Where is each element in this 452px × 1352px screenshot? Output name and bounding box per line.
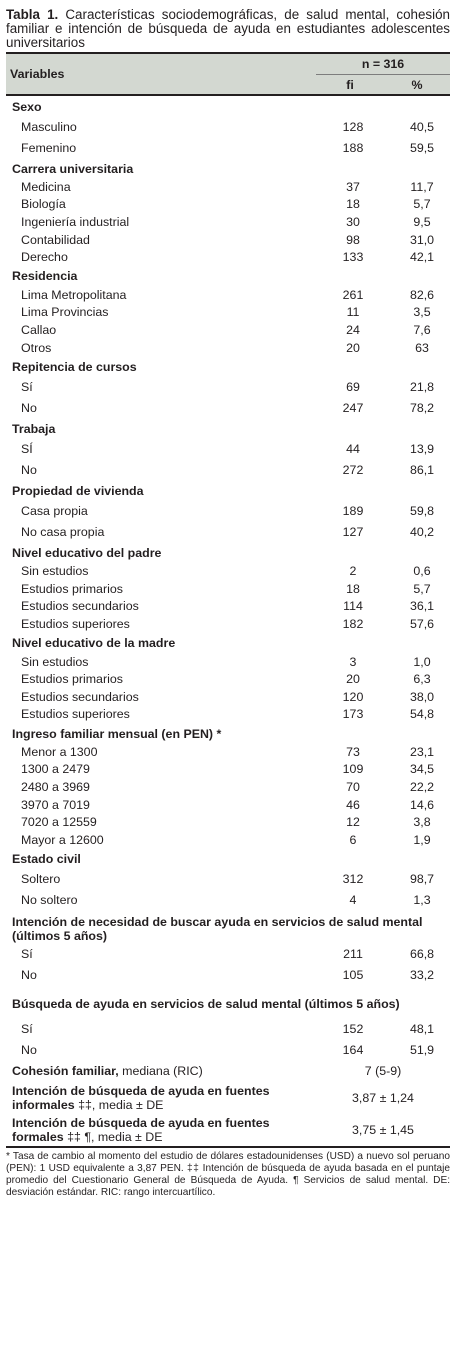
row-pct: 14,6 — [409, 797, 435, 812]
table-row — [6, 231, 450, 249]
summary-label-bold: Intención de búsqueda de ayuda en fuentes formales — [12, 1115, 270, 1144]
table-row — [6, 743, 450, 761]
row-label: Mayor a 12600 — [21, 832, 104, 847]
header-fi: fi — [316, 75, 384, 96]
row-pct: 40,2 — [409, 524, 435, 539]
row-label: Casa propia — [21, 503, 88, 518]
row-fi: 70 — [346, 780, 360, 795]
row-pct: 9,5 — [413, 214, 431, 229]
group-title: Búsqueda de ayuda en servicios de salud mental (últimos 5 años) — [12, 996, 400, 1011]
group-title: Nivel educativo de la madre — [12, 636, 176, 651]
table-figure — [6, 0, 450, 1199]
row-fi: 2 — [349, 564, 357, 579]
row-pct: 3,5 — [413, 305, 431, 320]
row-pct: 22,2 — [409, 780, 435, 795]
group-title: Carrera universitaria — [12, 161, 134, 176]
row-pct: 59,5 — [409, 140, 435, 155]
summary-row — [6, 1114, 450, 1147]
table-row — [6, 376, 450, 397]
row-label: Sí — [21, 1022, 33, 1037]
table-caption — [6, 0, 450, 52]
table-row — [6, 562, 450, 580]
table-row — [6, 706, 450, 724]
row-label: Lima Provincias — [21, 305, 109, 320]
table-row — [6, 653, 450, 671]
row-label: Callao — [21, 322, 57, 337]
group-header-row — [6, 849, 450, 869]
row-label: Ingeniería industrial — [21, 214, 130, 229]
group-title: Propiedad de vivienda — [12, 483, 144, 498]
table-row — [6, 1040, 450, 1061]
row-label: Estudios secundarios — [21, 689, 139, 704]
row-fi: 105 — [342, 968, 364, 983]
table-row — [6, 438, 450, 459]
row-fi: 73 — [346, 744, 360, 759]
row-label: No soltero — [21, 893, 78, 908]
row-pct: 1,3 — [413, 893, 431, 908]
row-label: 1300 a 2479 — [21, 762, 90, 777]
row-label: Medicina — [21, 179, 71, 194]
row-label: 2480 a 3969 — [21, 780, 90, 795]
row-pct: 34,5 — [409, 762, 435, 777]
row-label: Contabilidad — [21, 232, 90, 247]
group-title: Intención de necesidad de buscar ayuda en servicios de salud mental (últimos 5 años) — [12, 914, 423, 943]
header-pct: % — [384, 75, 450, 96]
row-pct: 40,5 — [409, 119, 435, 134]
group-header-row — [6, 356, 450, 376]
table-row — [6, 213, 450, 231]
summary-label-light: ‡‡, media ± DE — [74, 1097, 164, 1112]
row-label: Sin estudios — [21, 654, 89, 669]
group-title: Sexo — [12, 99, 42, 114]
row-label: Masculino — [21, 119, 77, 134]
row-pct: 57,6 — [409, 616, 435, 631]
summary-label-bold: Cohesión familiar, — [12, 1064, 119, 1079]
row-pct: 6,3 — [413, 672, 431, 687]
group-title: Residencia — [12, 269, 78, 284]
row-fi: 11 — [346, 305, 360, 320]
row-fi: 133 — [342, 250, 364, 265]
header-row-1 — [6, 53, 450, 75]
table-row — [6, 1019, 450, 1040]
table-row — [6, 321, 450, 339]
row-pct: 36,1 — [409, 599, 435, 614]
group-header-row — [6, 633, 450, 653]
row-label: Biología — [21, 197, 66, 212]
row-label: Estudios primarios — [21, 672, 123, 687]
row-pct: 1,9 — [413, 832, 431, 847]
group-title: Estado civil — [12, 852, 81, 867]
row-fi: 98 — [346, 232, 360, 247]
row-fi: 44 — [346, 441, 360, 456]
table-row — [6, 965, 450, 986]
row-fi: 18 — [346, 197, 360, 212]
row-fi: 30 — [346, 214, 360, 229]
row-pct: 11,7 — [410, 179, 434, 194]
group-header-row — [6, 542, 450, 562]
row-label: No casa propia — [21, 524, 105, 539]
summary-value: 3,75 ± 1,45 — [352, 1122, 414, 1137]
table-row — [6, 670, 450, 688]
row-label: 3970 a 7019 — [21, 797, 90, 812]
row-fi: 164 — [342, 1043, 364, 1058]
table-row — [6, 813, 450, 831]
summary-value: 3,87 ± 1,24 — [352, 1090, 414, 1105]
table-row — [6, 500, 450, 521]
summary-row — [6, 1061, 450, 1082]
row-pct: 42,1 — [409, 250, 435, 265]
row-fi: 188 — [342, 140, 364, 155]
summary-label-bold: Intención de búsqueda de ayuda en fuentes informales — [12, 1083, 270, 1112]
table-row — [6, 286, 450, 304]
row-pct: 66,8 — [409, 947, 435, 962]
row-pct: 33,2 — [409, 968, 435, 983]
table-row — [6, 304, 450, 322]
row-pct: 59,8 — [409, 503, 435, 518]
row-label: Estudios secundarios — [21, 599, 139, 614]
group-header-row — [6, 911, 450, 944]
row-fi: 211 — [343, 947, 363, 962]
row-fi: 272 — [342, 462, 364, 477]
row-fi: 152 — [342, 1022, 364, 1037]
row-fi: 24 — [346, 322, 360, 337]
table-row — [6, 196, 450, 214]
row-label: Derecho — [21, 250, 68, 265]
row-fi: 46 — [346, 797, 360, 812]
table-row — [6, 459, 450, 480]
row-fi: 312 — [342, 872, 364, 887]
table-row — [6, 137, 450, 158]
row-pct: 31,0 — [409, 232, 435, 247]
row-pct: 23,1 — [409, 744, 435, 759]
row-label: SÍ — [21, 441, 33, 456]
header-variables: Variables — [6, 53, 316, 95]
row-fi: 69 — [346, 379, 360, 394]
header-n: n = 316 — [316, 53, 450, 75]
group-title: Trabaja — [12, 421, 56, 436]
data-table — [6, 52, 450, 1148]
group-header-row — [6, 723, 450, 743]
table-row — [6, 397, 450, 418]
row-label: Sí — [21, 379, 33, 394]
summary-label-light: mediana (RIC) — [118, 1064, 203, 1079]
row-label: Sí — [21, 947, 33, 962]
summary-label — [6, 1114, 316, 1147]
table-row — [6, 688, 450, 706]
row-fi: 6 — [349, 832, 357, 847]
table-row — [6, 116, 450, 137]
row-label: Femenino — [21, 140, 77, 155]
summary-row — [6, 1082, 450, 1114]
row-pct: 82,6 — [409, 287, 435, 302]
row-pct: 3,8 — [413, 815, 431, 830]
row-pct: 54,8 — [409, 707, 435, 722]
row-label: Estudios superiores — [21, 707, 130, 722]
summary-label — [6, 1061, 316, 1082]
row-label: No — [21, 400, 37, 415]
row-fi: 109 — [342, 762, 364, 777]
row-fi: 189 — [342, 503, 364, 518]
row-pct: 1,0 — [413, 654, 431, 669]
row-fi: 128 — [342, 119, 364, 134]
table-row — [6, 178, 450, 196]
row-fi: 3 — [349, 654, 357, 669]
row-fi: 20 — [346, 340, 360, 355]
row-label: 7020 a 12559 — [21, 815, 97, 830]
row-label: Otros — [21, 340, 52, 355]
group-header-row — [6, 418, 450, 438]
row-pct: 51,9 — [409, 1043, 435, 1058]
group-header-row — [6, 266, 450, 286]
table-row — [6, 598, 450, 616]
table-row — [6, 580, 450, 598]
table-footnote: * Tasa de cambio al momento del estudio de dólares estadounidenses (USD) a nuevo sol peruano (PEN): 1 USD equivalente a 3,87 PEN. ‡‡ Intención de búsqueda de ayuda basada en el puntaje promedio del Cuestionario General de Búsqueda de Ayuda. ¶ Servicios de salud mental. DE: desviación estándar. RIC: rango intercuartílico. — [6, 1150, 450, 1198]
group-header-row — [6, 986, 450, 1019]
row-label: No — [21, 968, 37, 983]
row-pct: 21,8 — [409, 379, 435, 394]
row-pct: 63 — [415, 340, 429, 355]
row-fi: 127 — [342, 524, 364, 539]
row-label: Soltero — [21, 872, 61, 887]
row-pct: 5,7 — [413, 581, 431, 596]
caption-label: Tabla 1. — [6, 7, 59, 22]
group-title: Nivel educativo del padre — [12, 545, 162, 560]
row-pct: 78,2 — [409, 400, 435, 415]
row-pct: 7,6 — [413, 322, 431, 337]
row-fi: 18 — [346, 581, 360, 596]
caption-text: Características sociodemográficas, de salud mental, cohesión familiar e intención de búsqueda de ayuda en estudiantes adolescentes universitarios — [6, 7, 450, 50]
row-pct: 38,0 — [409, 689, 435, 704]
row-fi: 182 — [342, 616, 364, 631]
group-title: Repitencia de cursos — [12, 359, 137, 374]
summary-label — [6, 1082, 316, 1114]
summary-label-light: ‡‡ ¶, media ± DE — [63, 1129, 163, 1144]
group-header-row — [6, 95, 450, 116]
row-label: Estudios primarios — [21, 581, 123, 596]
table-row — [6, 339, 450, 357]
row-pct: 86,1 — [409, 462, 435, 477]
table-row — [6, 778, 450, 796]
group-header-row — [6, 480, 450, 500]
row-fi: 247 — [342, 400, 364, 415]
row-label: No — [21, 1043, 37, 1058]
row-label: Menor a 1300 — [21, 744, 98, 759]
row-fi: 114 — [343, 599, 363, 614]
row-pct: 98,7 — [409, 872, 435, 887]
row-label: Lima Metropolitana — [21, 287, 127, 302]
row-fi: 173 — [342, 707, 364, 722]
row-fi: 12 — [346, 815, 360, 830]
group-header-row — [6, 158, 450, 178]
row-pct: 13,9 — [409, 441, 435, 456]
table-row — [6, 944, 450, 965]
table-body — [6, 95, 450, 1148]
table-row — [6, 890, 450, 911]
row-label: No — [21, 462, 37, 477]
row-fi: 20 — [346, 672, 360, 687]
row-fi: 120 — [342, 689, 364, 704]
table-row — [6, 521, 450, 542]
row-pct: 48,1 — [409, 1022, 435, 1037]
summary-value: 7 (5-9) — [364, 1064, 402, 1079]
row-label: Estudios superiores — [21, 616, 130, 631]
table-row — [6, 761, 450, 779]
row-fi: 261 — [342, 287, 364, 302]
table-row — [6, 796, 450, 814]
row-fi: 4 — [349, 893, 357, 908]
row-pct: 0,6 — [413, 564, 431, 579]
table-row — [6, 615, 450, 633]
table-row — [6, 831, 450, 849]
table-row — [6, 869, 450, 890]
group-title: Ingreso familiar mensual (en PEN) * — [12, 726, 222, 741]
table-row — [6, 248, 450, 266]
row-label: Sin estudios — [21, 564, 89, 579]
row-pct: 5,7 — [413, 197, 431, 212]
row-fi: 37 — [346, 179, 360, 194]
